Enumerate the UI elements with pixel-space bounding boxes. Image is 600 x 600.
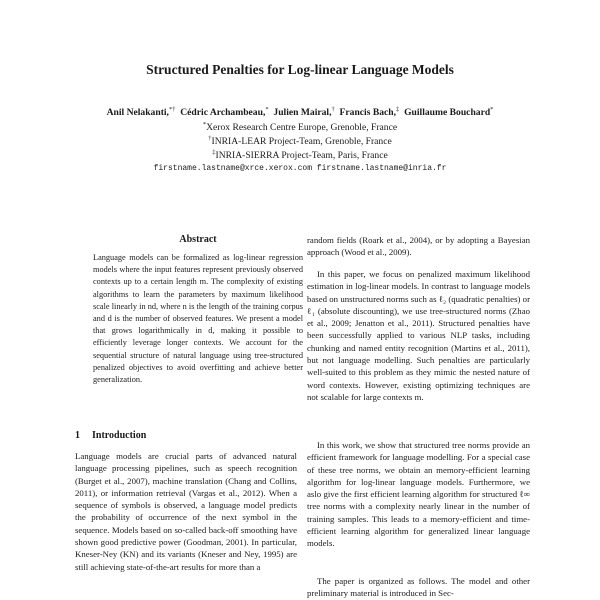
author-name: Anil Nelakanti, bbox=[106, 107, 169, 119]
author-list bbox=[0, 106, 600, 118]
introduction-paragraph: Language models are crucial parts of advanced natural language processing pipelines, such as speech recognition (Burget et al., 2007), machine translation (Chang and Collins, 2011), or information retrieval (Vargas et al., 2012). When a sequence of symbols is observed, a language model predicts the probability of occurrence of the next symbol in the sequence. Models based on so-called back-off smoothing have shown good predictive power (Goodman, 2001). In particular, Kneser-Ney (KN) and its variants (Kneser and Ney, 1995) are still achieving state-of-the-art results for more than a bbox=[75, 451, 297, 572]
right-column-paragraph: In this paper, we focus on penalized maximum likelihood estimation in log-linear models. In contrast to language models based on unstructured norms such as ℓ₂ (quadratic penalties) or ℓ₁ (absolute discounting), we use tree-structured norms (Zhao et al., 2009; Jenatton et al., 2011). Structured penalties have been successfully applied to various NLP tasks, including chunking and named entity recognition (Martins et al., 2011), but not language modelling. Such penalties are particularly well-suited to this problem as they mimic the nested nature of word contexts. However, existing optimizing techniques are not scalable for large contexts m. bbox=[307, 269, 530, 402]
author-emails: firstname.lastname@xrce.xerox.com firstname.lastname@inria.fr bbox=[153, 164, 447, 173]
section-number: 1 bbox=[75, 430, 80, 441]
author-mark: * bbox=[265, 106, 269, 113]
affiliation-text: INRIA-SIERRA Project-Team, Paris, France bbox=[215, 150, 388, 162]
section-title: Introduction bbox=[92, 430, 147, 441]
affiliation-inria-sierra bbox=[0, 149, 600, 161]
author-mark: * bbox=[490, 106, 494, 113]
author-mark: *† bbox=[168, 106, 176, 113]
author-name: Cédric Archambeau, bbox=[180, 107, 266, 119]
affiliation-text: INRIA-LEAR Project-Team, Grenoble, France bbox=[211, 136, 392, 148]
affiliation-xerox bbox=[0, 121, 600, 133]
author-mark: ‡ bbox=[396, 106, 400, 113]
author-name: Guillaume Bouchard bbox=[404, 107, 491, 119]
affiliation-mark: † bbox=[208, 135, 212, 142]
affiliation-inria-lear bbox=[0, 135, 600, 147]
section-heading-introduction bbox=[75, 430, 146, 441]
right-column-continuation: random fields (Roark et al., 2004), or by adopting a Bayesian approach (Wood et al., 2009). bbox=[307, 235, 530, 258]
author-name: Julien Mairal, bbox=[273, 107, 332, 119]
paper-title: Structured Penalties for Log-linear Language Models bbox=[146, 62, 454, 77]
author-name: Francis Bach, bbox=[339, 107, 397, 119]
right-column-paragraph: The paper is organized as follows. The model and other preliminary material is introduced in Sec- bbox=[307, 576, 530, 599]
abstract-heading: Abstract bbox=[179, 234, 217, 245]
author-mark: † bbox=[331, 106, 335, 113]
affiliation-text: Xerox Research Centre Europe, Grenoble, France bbox=[206, 122, 398, 134]
affiliation-mark: ‡ bbox=[212, 149, 216, 156]
abstract-body: Language models can be formalized as log-linear regression models where the input features represent previously observed contexts up to a certain length m. The complexity of existing algorithms to learn the parameters by maximum likelihood scale linearly in nd, where n is the length of the training corpus and d is the number of observed features. We present a model that grows logarithmically in d, making it possible to efficiently leverage longer contexts. We account for the sequential structure of natural language using tree-structured penalized objectives to avoid overfitting and achieve better generalization. bbox=[93, 253, 303, 385]
right-column-paragraph: In this work, we show that structured tree norms provide an efficient framework for language modelling. For a special case of these tree norms, we obtain an memory-efficient learning algorithm for log-linear language models. Furthermore, we aslo give the first efficient learning algorithm for structured ℓ∞ tree norms with a complexity nearly linear in the number of training samples. This leads to a memory-efficient and time-efficient learning algorithm for generalized linear language models. bbox=[307, 440, 530, 549]
affiliation-mark: * bbox=[202, 121, 207, 128]
